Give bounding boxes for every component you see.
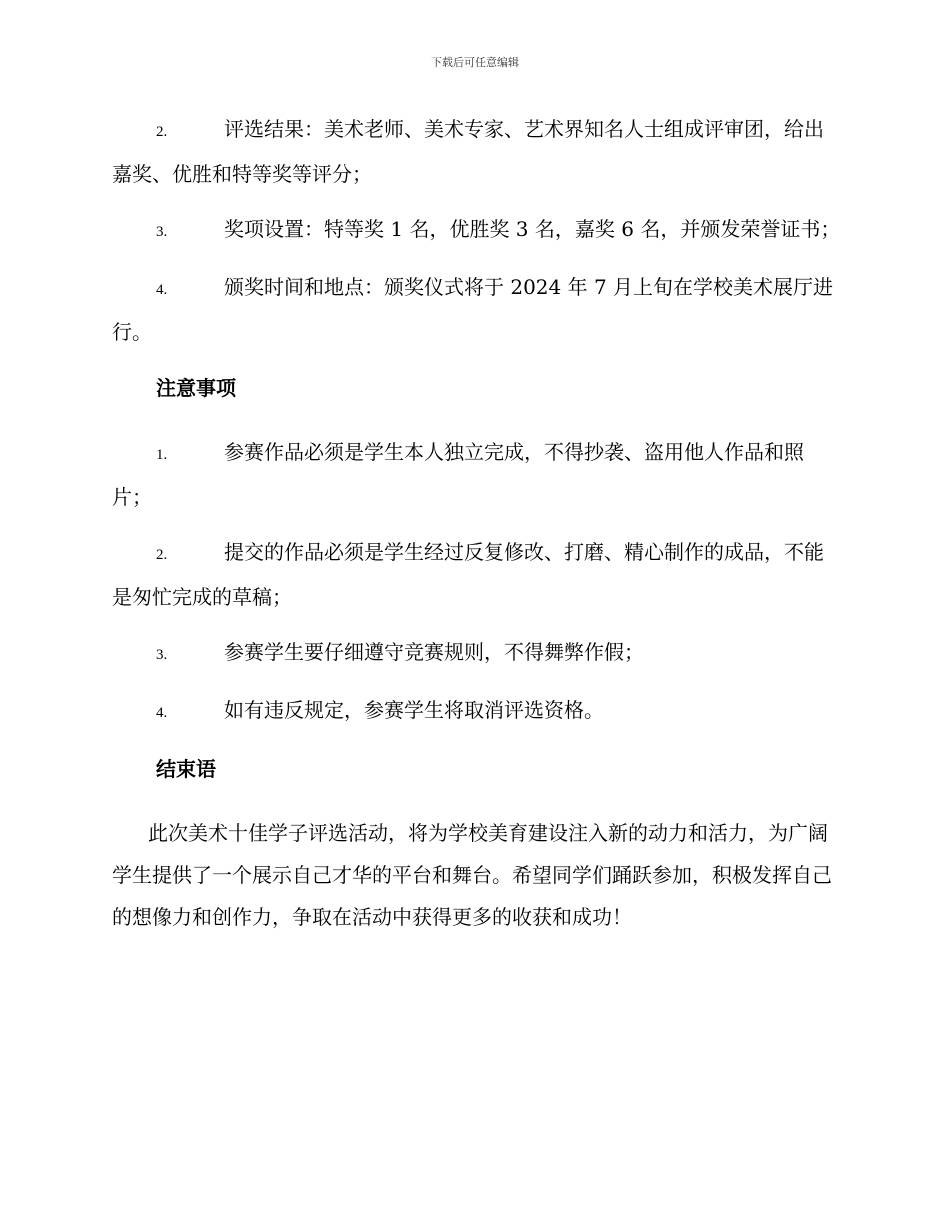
- notes-item: [112, 689, 842, 734]
- item-number: 1.: [156, 447, 168, 463]
- item-text: 如有违反规定，参赛学生将取消评选资格。: [224, 698, 604, 722]
- notes-item: [112, 431, 842, 518]
- results-list: [112, 108, 842, 353]
- item-text: 提交的作品必须是学生经过反复修改、打磨、精心制作的成品，不能是匆忙完成的草稿；: [112, 540, 824, 609]
- item-text: 颁奖时间和地点：颁奖仪式将于 2024 年 7 月上旬在学校美术展厅进行。: [112, 275, 834, 344]
- item-number: 4.: [156, 705, 168, 721]
- closing-paragraph: 此次美术十佳学子评选活动，将为学校美育建设注入新的动力和活力，为广阔学生提供了一个展示自己才华的平台和舞台。希望同学们踊跃参加，积极发挥自己的想像力和创作力，争取在活动中获得更多的收获和成功！: [112, 821, 832, 929]
- item-text: 参赛学生要仔细遵守竞赛规则，不得舞弊作假；: [224, 640, 644, 664]
- item-number: 4.: [156, 282, 168, 298]
- notes-item: [112, 531, 842, 618]
- notes-list: [112, 431, 842, 734]
- results-item: [112, 208, 842, 253]
- results-item: [112, 266, 842, 353]
- header-note: 下载后可任意编辑: [431, 56, 519, 69]
- item-number: 2.: [156, 547, 168, 563]
- item-text: 参赛作品必须是学生本人独立完成，不得抄袭、盗用他人作品和照片；: [112, 440, 804, 509]
- item-number: 2.: [156, 124, 168, 140]
- item-number: 3.: [156, 224, 168, 240]
- notes-heading: 注意事项: [156, 376, 236, 400]
- item-number: 3.: [156, 647, 168, 663]
- results-item: [112, 108, 842, 195]
- item-text: 奖项设置：特等奖 1 名，优胜奖 3 名，嘉奖 6 名，并颁发荣誉证书；: [224, 217, 841, 241]
- document-body: [112, 108, 842, 938]
- closing-heading: 结束语: [156, 757, 216, 781]
- item-text: 评选结果：美术老师、美术专家、艺术界知名人士组成评审团，给出嘉奖、优胜和特等奖等评分；: [112, 117, 824, 186]
- notes-item: [112, 631, 842, 676]
